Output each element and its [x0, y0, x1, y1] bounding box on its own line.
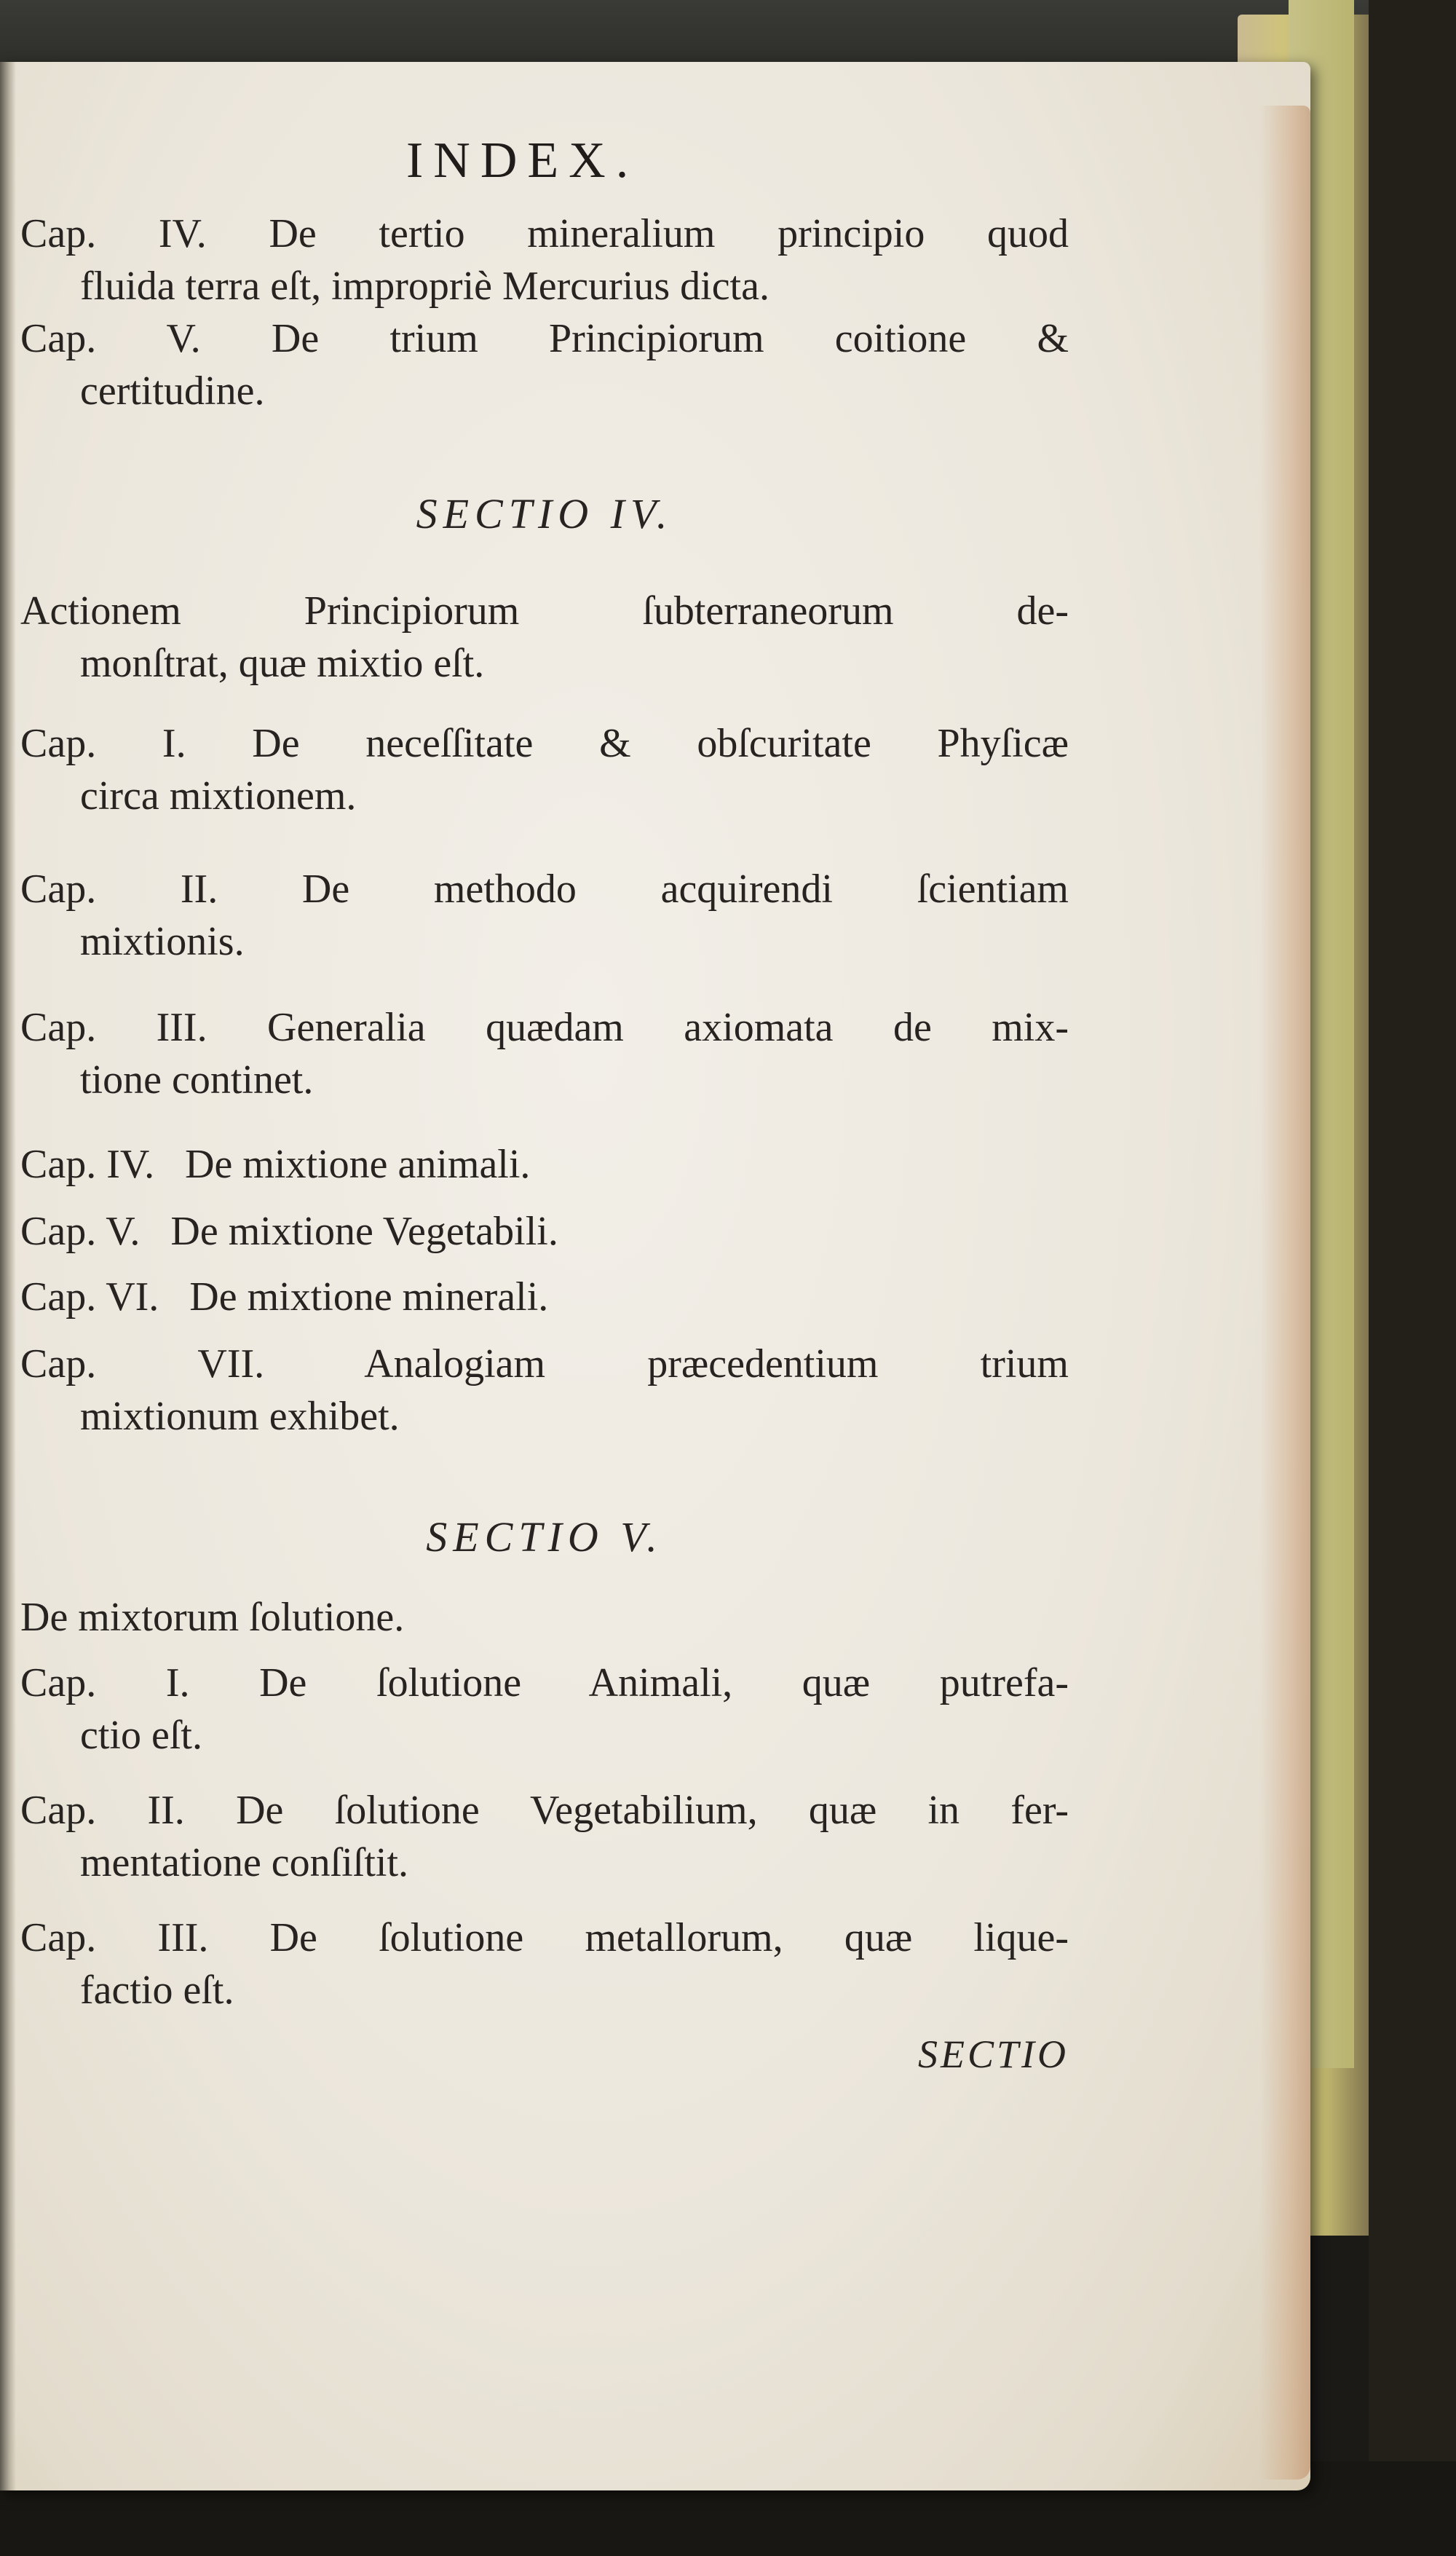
chapter-title-cont: mixtionis.: [80, 919, 245, 964]
section-intro: [20, 585, 1069, 690]
chapter-number: Cap. VI.: [20, 1274, 159, 1320]
chapter-number: Cap. VII.: [20, 1341, 265, 1387]
section-intro-cont: monſtrat, quæ mixtio eſt.: [80, 641, 485, 686]
catchword: SECTIO: [917, 2032, 1069, 2076]
chapter-title-cont: certitudine.: [80, 368, 265, 414]
chapter-title-cont: mixtionum exhibet.: [80, 1394, 400, 1439]
chapter-number: Cap. IV.: [20, 1142, 155, 1187]
book-page: [0, 62, 1310, 2490]
chapter-title: De ſolutione metallorum, quæ lique-: [269, 1915, 1069, 1960]
running-head: INDEX.: [406, 133, 639, 189]
chapter-title: De mixtione animali.: [185, 1142, 531, 1187]
chapter-title-cont: tione continet.: [80, 1057, 314, 1103]
chapter-title-cont: fluida terra eſt, impropriè Mercurius dicta.: [80, 264, 769, 309]
index-entry: [20, 1338, 1069, 1443]
chapter-number: Cap. I.: [20, 721, 186, 766]
chapter-title: De ſolutione Animali, quæ putrefa-: [259, 1660, 1069, 1705]
chapter-number: Cap. II.: [20, 1788, 185, 1833]
chapter-number: Cap. III.: [20, 1005, 207, 1050]
chapter-title: De neceſſitate & obſcuritate Phyſicæ: [252, 721, 1069, 766]
index-entry: [20, 1138, 1069, 1191]
chapter-number: Cap. IV.: [20, 211, 207, 256]
index-entry: [20, 1205, 1069, 1258]
index-entry: [20, 717, 1069, 822]
index-entry: [20, 863, 1069, 968]
chapter-title: De tertio mineralium principio quod: [269, 211, 1069, 256]
chapter-title: De ſolutione Vegetabilium, quæ in fer-: [236, 1788, 1069, 1833]
chapter-title-cont: factio eſt.: [80, 1968, 234, 2013]
chapter-title: Analogiam præcedentium trium: [364, 1341, 1069, 1387]
chapter-title-cont: mentatione conſiſtit.: [80, 1840, 409, 1885]
chapter-number: Cap. V.: [20, 316, 201, 361]
chapter-number: Cap. III.: [20, 1915, 209, 1960]
chapter-title: De mixtione minerali.: [189, 1274, 549, 1320]
section-intro-line: De mixtorum ſolutione.: [20, 1595, 405, 1640]
section-intro: [20, 1591, 1069, 1644]
section-intro-line: Actionem Principiorum ſubterraneorum de-: [20, 588, 1069, 634]
chapter-title: De methodo acquirendi ſcientiam: [301, 867, 1069, 912]
chapter-title-cont: ctio eſt.: [80, 1713, 202, 1758]
index-entry: [20, 1912, 1069, 2016]
index-entry: [20, 1001, 1069, 1106]
index-entry: [20, 1657, 1069, 1762]
background-right: [1369, 0, 1456, 2556]
index-entry: [20, 312, 1069, 417]
section-heading: SECTIO V.: [426, 1513, 663, 1561]
chapter-number: Cap. II.: [20, 867, 218, 912]
chapter-number: Cap. I.: [20, 1660, 190, 1705]
section-heading: SECTIO IV.: [416, 490, 673, 537]
index-entry: [20, 1784, 1069, 1889]
chapter-title: De trium Principiorum coitione &: [271, 316, 1069, 361]
chapter-title-cont: circa mixtionem.: [80, 773, 357, 819]
index-entry: [20, 208, 1069, 312]
chapter-title: Generalia quædam axiomata de mix-: [267, 1005, 1069, 1050]
chapter-title: De mixtione Vegetabili.: [170, 1209, 558, 1254]
chapter-number: Cap. V.: [20, 1209, 141, 1254]
page-gutter: [0, 62, 16, 2490]
index-entry: [20, 1271, 1069, 1323]
